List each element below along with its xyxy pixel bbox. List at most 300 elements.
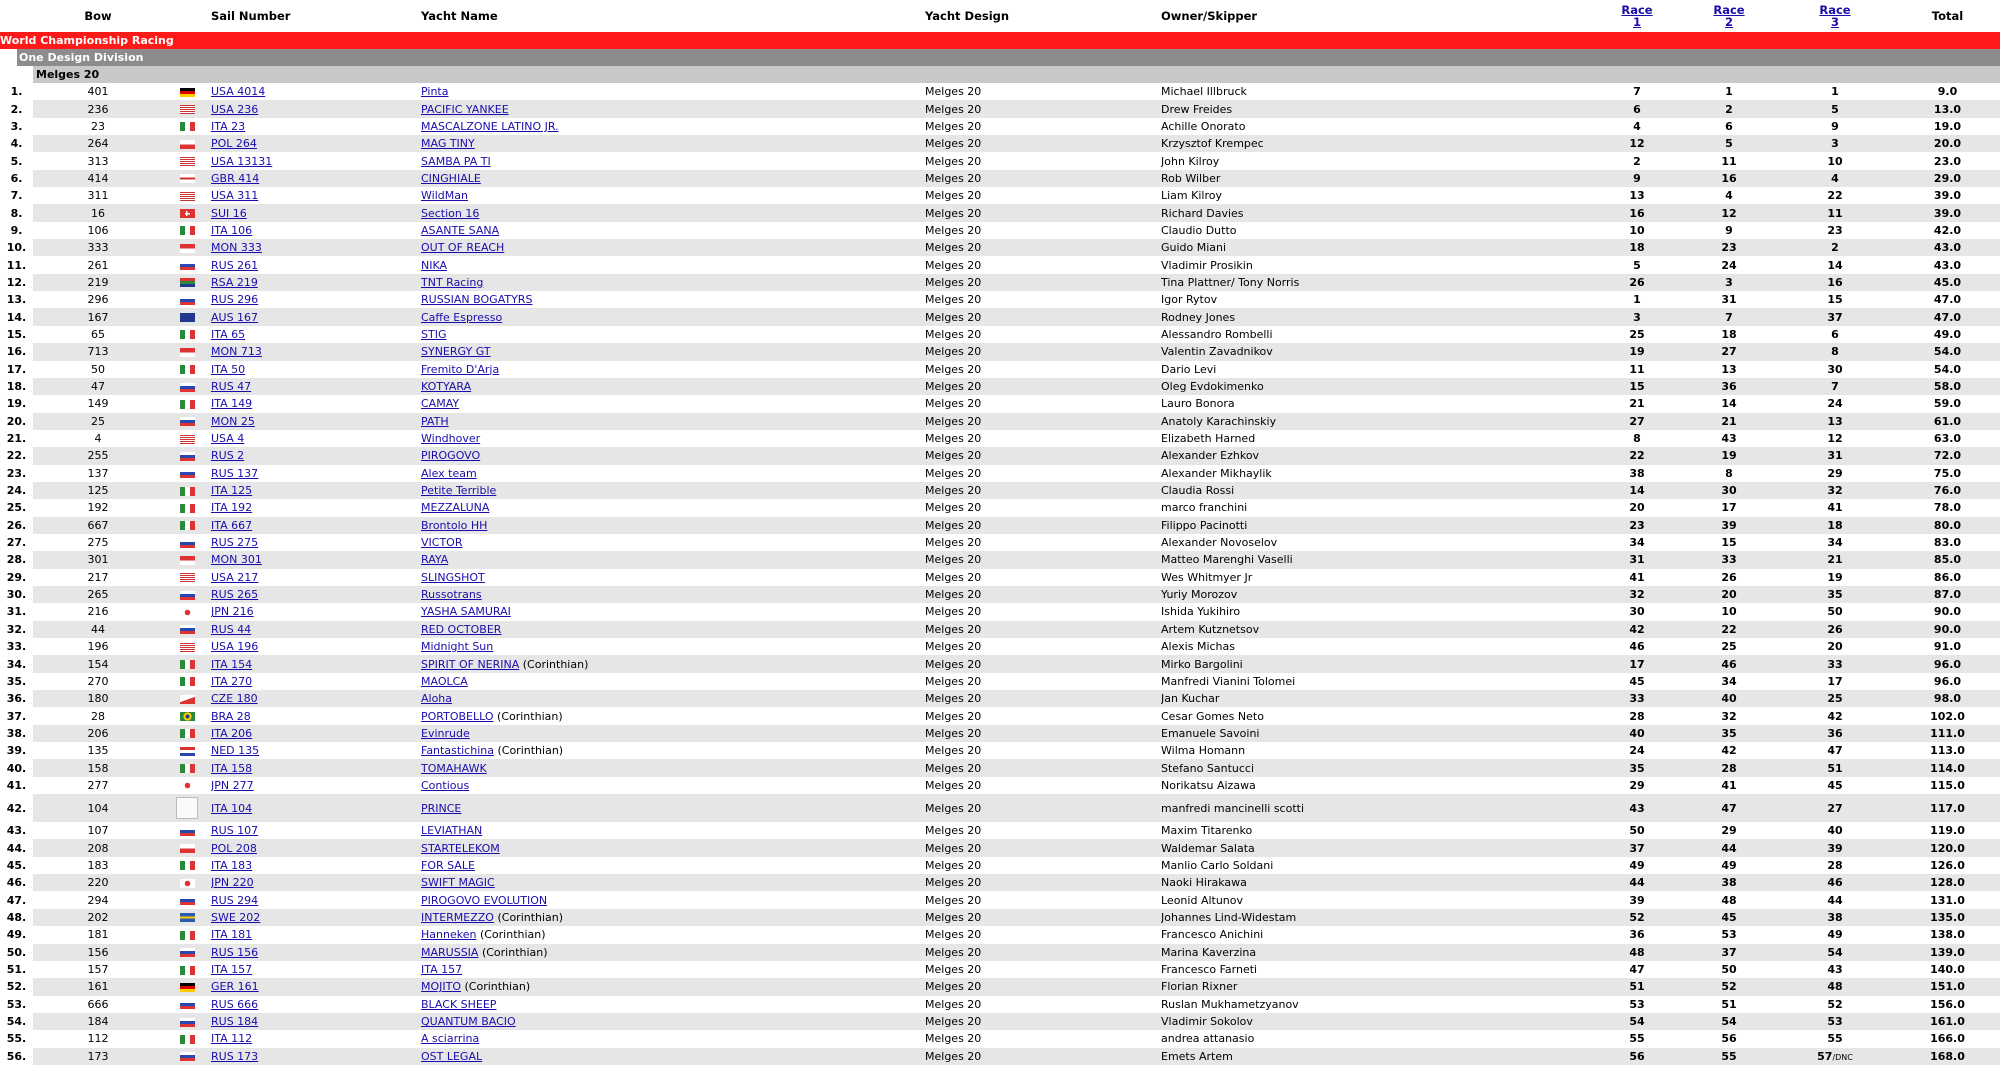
race-2-score: 49 (1721, 858, 1737, 872)
owner-cell: Claudio Dutto (1161, 223, 1237, 237)
sail-number-link[interactable]: MON 25 (211, 414, 255, 428)
yacht-name-cell (421, 586, 925, 603)
rank-cell: 36. (0, 690, 33, 707)
yacht-design-cell: Melges 20 (925, 893, 982, 907)
sail-number-cell (211, 1013, 421, 1030)
sail-number-link[interactable]: ITA 270 (211, 674, 253, 688)
yacht-name-link[interactable]: Evinrude (421, 726, 470, 740)
yacht-design-cell: Melges 20 (925, 274, 1161, 291)
yacht-name-link[interactable]: CAMAY (421, 397, 460, 411)
total-cell: 161.0 (1895, 1013, 2000, 1030)
table-row (0, 909, 2000, 926)
total-cell: 43.0 (1933, 258, 1962, 272)
sail-number-link[interactable]: NED 135 (211, 744, 260, 758)
flag-icon (180, 88, 195, 97)
bow-cell: 50 (91, 362, 105, 376)
yacht-name-cell (421, 291, 925, 308)
bow-cell: 192 (87, 501, 109, 515)
yacht-name-cell (421, 100, 925, 117)
sail-number-link[interactable]: RUS 107 (211, 824, 259, 838)
race-3-value: 48 (1827, 980, 1843, 994)
race-1-score: 9 (1591, 170, 1683, 187)
col-race-3[interactable] (1775, 0, 1895, 32)
flag-cell (163, 118, 211, 135)
sail-number-link[interactable]: ITA 154 (211, 657, 253, 671)
rank-cell: 49. (0, 926, 33, 943)
race-3-score (1775, 551, 1895, 568)
race-3-score (1775, 759, 1895, 776)
yacht-name-cell (421, 839, 925, 856)
sail-number-link[interactable]: ITA 65 (211, 327, 246, 341)
yacht-name-link[interactable]: PIROGOVO EVOLUTION (421, 893, 548, 907)
yacht-name-link[interactable]: Fremito D'Arja (421, 362, 500, 376)
flag-icon (180, 504, 195, 513)
yacht-design-cell: Melges 20 (925, 621, 1161, 638)
owner-cell: Lauro Bonora (1161, 397, 1235, 411)
sail-number-link[interactable]: RUS 173 (211, 1049, 259, 1063)
yacht-design-cell: Melges 20 (925, 447, 1161, 464)
sail-number-link[interactable]: JPN 220 (211, 876, 254, 890)
table-row (0, 430, 2000, 447)
class-bar (0, 66, 2000, 83)
yacht-design-cell: Melges 20 (925, 223, 982, 237)
race-2-score: 33 (1683, 551, 1775, 568)
total-cell: 47.0 (1895, 308, 2000, 325)
sail-number-link[interactable]: MON 301 (211, 553, 262, 567)
yacht-name-link[interactable]: Russotrans (421, 588, 482, 602)
race-2-score: 38 (1683, 874, 1775, 891)
flag-icon (180, 157, 195, 166)
owner-cell: Alexis Michas (1161, 640, 1235, 654)
yacht-name-link[interactable]: BLACK SHEEP (421, 997, 497, 1011)
total-cell: 115.0 (1930, 778, 1965, 792)
yacht-name-cell (421, 551, 925, 568)
sail-number-cell (211, 187, 421, 204)
yacht-name-link[interactable]: ASANTE SANA (421, 223, 500, 237)
owner-cell: Francesco Anichini (1161, 928, 1264, 942)
table-row (0, 978, 2000, 995)
table-row (0, 222, 2000, 239)
race-3-value: 10 (1827, 154, 1843, 168)
yacht-name-link[interactable]: SLINGSHOT (421, 570, 485, 584)
flag-cell (163, 517, 211, 534)
total-cell: 90.0 (1895, 621, 2000, 638)
yacht-name-link[interactable]: TOMAHAWK (421, 761, 487, 775)
sail-number-link[interactable]: ITA 183 (211, 858, 253, 872)
race-3-link[interactable]: Race 3 (1819, 3, 1851, 29)
rank-cell: 4. (0, 135, 33, 152)
race-2-score: 47 (1683, 794, 1775, 822)
sail-number-link[interactable]: ITA 667 (211, 518, 253, 532)
yacht-name-link[interactable]: FOR SALE (421, 858, 475, 872)
missing-flag-icon (176, 797, 198, 819)
yacht-name-link[interactable]: NIKA (421, 258, 448, 272)
sail-number-link[interactable]: USA 196 (211, 640, 259, 654)
sail-number-cell (211, 891, 421, 908)
sail-number-link[interactable]: MON 333 (211, 241, 262, 255)
yacht-design-cell: Melges 20 (925, 1013, 1161, 1030)
sail-number-link[interactable]: JPN 277 (211, 778, 254, 792)
yacht-name-cell (421, 413, 925, 430)
race-3-score (1775, 673, 1895, 690)
rank-cell: 11. (0, 256, 33, 273)
sail-number-link[interactable]: CZE 180 (211, 692, 258, 706)
yacht-name-link[interactable]: TNT Racing (421, 275, 484, 289)
sail-number-link[interactable]: ITA 192 (211, 501, 253, 515)
sail-number-link[interactable]: RUS 156 (211, 945, 259, 959)
flag-icon (180, 1035, 195, 1044)
sail-number-link[interactable]: ITA 106 (211, 223, 253, 237)
yacht-name-link[interactable]: PORTOBELLO (421, 709, 494, 723)
sail-number-cell (211, 239, 421, 256)
yacht-name-link[interactable]: MAOLCA (421, 674, 468, 688)
table-row (0, 170, 2000, 187)
flag-icon (180, 608, 195, 617)
race-1-score: 2 (1633, 154, 1641, 168)
corinthian-note: (Corinthian) (464, 980, 531, 994)
bow-cell: 264 (33, 135, 163, 152)
sail-number-link[interactable]: ITA 181 (211, 928, 253, 942)
bow-cell: 313 (87, 154, 109, 168)
yacht-design-cell: Melges 20 (925, 778, 982, 792)
yacht-name-link[interactable]: Windhover (421, 432, 481, 446)
bow-cell: 333 (33, 239, 163, 256)
table-row (0, 239, 2000, 256)
race-1-score: 34 (1629, 536, 1645, 550)
sail-number-link[interactable]: RUS 137 (211, 466, 259, 480)
race-1-score: 32 (1591, 586, 1683, 603)
race-1-score: 47 (1629, 963, 1645, 977)
race-1-score: 26 (1591, 274, 1683, 291)
sail-number-link[interactable]: USA 217 (211, 570, 259, 584)
race-2-score: 3 (1683, 274, 1775, 291)
sail-number-cell (211, 839, 421, 856)
sail-number-link[interactable]: ITA 50 (211, 362, 246, 376)
sail-number-link[interactable]: USA 4 (211, 432, 245, 446)
sail-number-link[interactable]: RUS 184 (211, 1015, 259, 1029)
yacht-design-cell: Melges 20 (925, 997, 982, 1011)
sail-number-link[interactable]: POL 264 (211, 137, 257, 151)
yacht-name-cell (421, 794, 925, 822)
total-cell: 83.0 (1933, 536, 1962, 550)
yacht-name-link[interactable]: Caffe Espresso (421, 310, 503, 324)
race-3-score (1775, 413, 1895, 430)
yacht-name-link[interactable]: RUSSIAN BOGATYRS (421, 293, 533, 307)
total-cell: 39.0 (1895, 204, 2000, 221)
yacht-name-cell (421, 222, 925, 239)
sail-number-link[interactable]: ITA 157 (211, 963, 253, 977)
race-1-score: 21 (1629, 397, 1645, 411)
yacht-name-link[interactable]: WildMan (421, 189, 468, 203)
sail-number-link[interactable]: ITA 206 (211, 726, 253, 740)
total-cell: 29.0 (1895, 170, 2000, 187)
race-1-score: 29 (1629, 778, 1645, 792)
race-3-value: 38 (1827, 910, 1843, 924)
yacht-name-link[interactable]: Midnight Sun (421, 640, 494, 654)
yacht-name-cell (421, 777, 925, 794)
yacht-name-link[interactable]: KOTYARA (421, 380, 472, 394)
sail-number-link[interactable]: ITA 149 (211, 397, 253, 411)
owner-cell: Dario Levi (1161, 362, 1217, 376)
sail-number-link[interactable]: RUS 2 (211, 449, 245, 463)
total-cell: 126.0 (1930, 858, 1965, 872)
rank-cell: 44. (0, 839, 33, 856)
yacht-name-link[interactable]: Aloha (421, 692, 453, 706)
sail-number-link[interactable]: USA 4014 (211, 85, 266, 99)
yacht-name-link[interactable]: PRINCE (421, 801, 462, 815)
yacht-name-link[interactable]: VICTOR (421, 536, 463, 550)
yacht-name-link[interactable]: PACIFIC YANKEE (421, 102, 509, 116)
flag-icon (180, 625, 195, 634)
corinthian-note: (Corinthian) (497, 910, 564, 924)
bow-cell: 106 (87, 223, 109, 237)
table-row (0, 1048, 2000, 1065)
sail-number-cell (211, 1048, 421, 1065)
yacht-name-cell (421, 517, 925, 534)
bow-cell: 183 (87, 858, 109, 872)
yacht-name-link[interactable]: A sciarrina (421, 1032, 480, 1046)
owner-cell: Artem Kutznetsov (1161, 621, 1591, 638)
sail-number-link[interactable]: POL 208 (211, 841, 257, 855)
race-1-score: 12 (1591, 135, 1683, 152)
race-1-score: 33 (1591, 690, 1683, 707)
race-3-score (1775, 794, 1895, 822)
race-1-score: 5 (1633, 258, 1641, 272)
race-1-score: 50 (1629, 824, 1645, 838)
yacht-name-link[interactable]: Brontolo HH (421, 518, 488, 532)
yacht-design-cell: Melges 20 (925, 482, 1161, 499)
rank-cell: 45. (0, 857, 33, 874)
yacht-name-link[interactable]: Petite Terrible (421, 484, 497, 498)
yacht-name-link[interactable]: STIG (421, 327, 447, 341)
sail-number-link[interactable]: USA 236 (211, 102, 259, 116)
sail-number-link[interactable]: AUS 167 (211, 310, 259, 324)
sail-number-link[interactable]: USA 311 (211, 189, 259, 203)
sail-number-cell (211, 759, 421, 776)
sail-number-link[interactable]: RUS 261 (211, 258, 259, 272)
yacht-name-cell (421, 978, 925, 995)
yacht-name-link[interactable]: YASHA SAMURAI (421, 605, 511, 619)
sail-number-cell (211, 1030, 421, 1047)
total-cell: 43.0 (1895, 239, 2000, 256)
rank-cell: 43. (0, 822, 33, 839)
bow-cell: 275 (87, 536, 109, 550)
yacht-name-link[interactable]: Pinta (421, 85, 449, 99)
total-cell: 138.0 (1930, 928, 1965, 942)
flag-cell (163, 944, 211, 961)
sail-number-link[interactable]: RUS 296 (211, 293, 259, 307)
yacht-name-link[interactable]: INTERMEZZO (421, 910, 494, 924)
sail-number-cell (211, 874, 421, 891)
yacht-name-cell (421, 326, 925, 343)
yacht-name-link[interactable]: Section 16 (421, 206, 480, 220)
flag-icon (180, 105, 195, 114)
race-3-score (1775, 655, 1895, 672)
rank-cell: 19. (0, 395, 33, 412)
sail-number-cell (211, 413, 421, 430)
race-3-score (1775, 152, 1895, 169)
race-1-score: 41 (1629, 570, 1645, 584)
race-2-score: 5 (1683, 135, 1775, 152)
race-2-score: 23 (1683, 239, 1775, 256)
yacht-name-link[interactable]: OUT OF REACH (421, 241, 505, 255)
race-3-value: 51 (1827, 761, 1843, 775)
rank-cell: 34. (0, 655, 33, 672)
yacht-name-cell (421, 874, 925, 891)
owner-cell: Manfredi Vianini Tolomei (1161, 674, 1296, 688)
table-row (0, 742, 2000, 759)
rank-cell: 9. (0, 222, 33, 239)
sail-number-link[interactable]: ITA 158 (211, 761, 253, 775)
yacht-name-link[interactable]: MASCALZONE LATINO JR. (421, 119, 559, 133)
yacht-name-link[interactable]: PATH (421, 414, 449, 428)
table-row (0, 655, 2000, 672)
yacht-name-link[interactable]: ITA 157 (421, 963, 463, 977)
sail-number-link[interactable]: MON 713 (211, 345, 262, 359)
yacht-name-link[interactable]: SAMBA PA TI (421, 154, 491, 168)
rank-cell: 55. (0, 1030, 33, 1047)
total-cell: 111.0 (1895, 725, 2000, 742)
race-3-value: 40 (1827, 824, 1843, 838)
sail-number-cell (211, 777, 421, 794)
owner-cell: Vladimir Sokolov (1161, 1013, 1591, 1030)
table-row (0, 499, 2000, 516)
sail-number-link[interactable]: RSA 219 (211, 275, 258, 289)
race-2-score: 41 (1721, 778, 1737, 792)
race-3-value: 29 (1827, 466, 1843, 480)
race-2-score: 2 (1683, 100, 1775, 117)
yacht-name-link[interactable]: LEVIATHAN (421, 824, 483, 838)
sail-number-link[interactable]: RUS 265 (211, 588, 259, 602)
total-cell: 20.0 (1895, 135, 2000, 152)
flag-icon (180, 1052, 195, 1061)
flag-cell (163, 100, 211, 117)
flag-cell (163, 621, 211, 638)
yacht-design-cell: Melges 20 (925, 824, 982, 838)
yacht-name-link[interactable]: SYNERGY GT (421, 345, 491, 359)
sail-number-link[interactable]: RUS 47 (211, 380, 252, 394)
flag-icon (180, 948, 195, 957)
owner-cell: Drew Freides (1161, 100, 1591, 117)
bow-cell: 401 (87, 85, 109, 99)
race-3-score (1775, 308, 1895, 325)
yacht-name-link[interactable]: PIROGOVO (421, 449, 481, 463)
yacht-name-link[interactable]: Contious (421, 778, 470, 792)
race-1-score: 30 (1629, 605, 1645, 619)
yacht-name-link[interactable]: Fantastichina (421, 744, 494, 758)
yacht-name-cell (421, 152, 925, 169)
race-2-link[interactable]: Race 2 (1713, 3, 1745, 29)
flag-icon (180, 712, 195, 721)
sail-number-link[interactable]: ITA 112 (211, 1032, 253, 1046)
sail-number-link[interactable]: RUS 275 (211, 536, 259, 550)
yacht-name-link[interactable]: SWIFT MAGIC (421, 876, 495, 890)
race-1-link[interactable]: Race 1 (1621, 3, 1653, 29)
sail-number-link[interactable]: RUS 294 (211, 893, 259, 907)
flag-icon (180, 660, 195, 669)
race-1-score: 24 (1629, 744, 1645, 758)
sail-number-link[interactable]: GBR 414 (211, 171, 260, 185)
yacht-name-link[interactable]: MAG TINY (421, 137, 475, 151)
race-1-score: 35 (1591, 759, 1683, 776)
sail-number-link[interactable]: ITA 104 (211, 801, 253, 815)
yacht-name-link[interactable]: STARTELEKOM (421, 841, 500, 855)
yacht-name-cell (421, 1030, 925, 1047)
owner-cell: Wilma Homann (1161, 744, 1246, 758)
flag-cell (163, 239, 211, 256)
yacht-name-link[interactable]: MOJITO (421, 980, 462, 994)
table-row (0, 944, 2000, 961)
col-race-1[interactable] (1591, 0, 1683, 32)
yacht-name-link[interactable]: RED OCTOBER (421, 622, 502, 636)
race-1-score: 16 (1591, 204, 1683, 221)
sail-number-link[interactable]: BRA 28 (211, 709, 251, 723)
sail-number-link[interactable]: SUI 16 (211, 206, 247, 220)
bow-cell: 28 (91, 709, 105, 723)
sail-number-link[interactable]: ITA 23 (211, 119, 246, 133)
flag-icon (180, 435, 195, 444)
race-1-score: 7 (1633, 85, 1641, 99)
sail-number-link[interactable]: RUS 666 (211, 997, 259, 1011)
flag-icon (180, 365, 195, 374)
race-3-score (1775, 725, 1895, 742)
yacht-name-link[interactable]: MEZZALUNA (421, 501, 490, 515)
sail-number-link[interactable]: RUS 44 (211, 622, 252, 636)
total-cell: 128.0 (1895, 874, 2000, 891)
race-3-value: 7 (1831, 380, 1839, 394)
race-2-score: 51 (1721, 997, 1737, 1011)
sail-number-link[interactable]: ITA 125 (211, 484, 253, 498)
yacht-name-link[interactable]: OST LEGAL (421, 1049, 483, 1063)
yacht-name-link[interactable]: Hanneken (421, 928, 477, 942)
race-3-score (1775, 891, 1895, 908)
sail-number-cell (211, 499, 421, 516)
yacht-name-link[interactable]: MARUSSIA (421, 945, 479, 959)
col-race-2[interactable] (1683, 0, 1775, 32)
yacht-name-link[interactable]: SPIRIT OF NERINA (421, 657, 520, 671)
race-2-score: 11 (1721, 154, 1737, 168)
yacht-name-cell (421, 343, 925, 360)
sail-number-link[interactable]: SWE 202 (211, 910, 261, 924)
yacht-name-link[interactable]: RAYA (421, 553, 449, 567)
flag-icon (180, 556, 195, 565)
table-row (0, 759, 2000, 776)
yacht-name-cell (421, 822, 925, 839)
owner-cell: Rodney Jones (1161, 308, 1591, 325)
sail-number-link[interactable]: USA 13131 (211, 154, 273, 168)
bow-cell: 125 (33, 482, 163, 499)
yacht-name-link[interactable]: CINGHIALE (421, 171, 481, 185)
total-cell: 168.0 (1895, 1048, 2000, 1065)
yacht-name-link[interactable]: QUANTUM BACIO (421, 1015, 516, 1029)
yacht-name-link[interactable]: Alex team (421, 466, 477, 480)
sail-number-link[interactable]: GER 161 (211, 980, 259, 994)
sail-number-cell (211, 621, 421, 638)
race-3-value: 13 (1827, 414, 1843, 428)
sail-number-cell (211, 482, 421, 499)
flag-icon (180, 226, 195, 235)
yacht-design-cell: Melges 20 (925, 189, 982, 203)
race-1-score: 42 (1591, 621, 1683, 638)
rank-cell: 48. (0, 909, 33, 926)
flag-cell (163, 291, 211, 308)
sail-number-cell (211, 794, 421, 822)
race-3-score (1775, 135, 1895, 152)
race-2-score: 24 (1721, 258, 1737, 272)
race-2-score: 34 (1721, 674, 1737, 688)
col-sail-number: Sail Number (211, 9, 291, 23)
sail-number-link[interactable]: JPN 216 (211, 605, 254, 619)
